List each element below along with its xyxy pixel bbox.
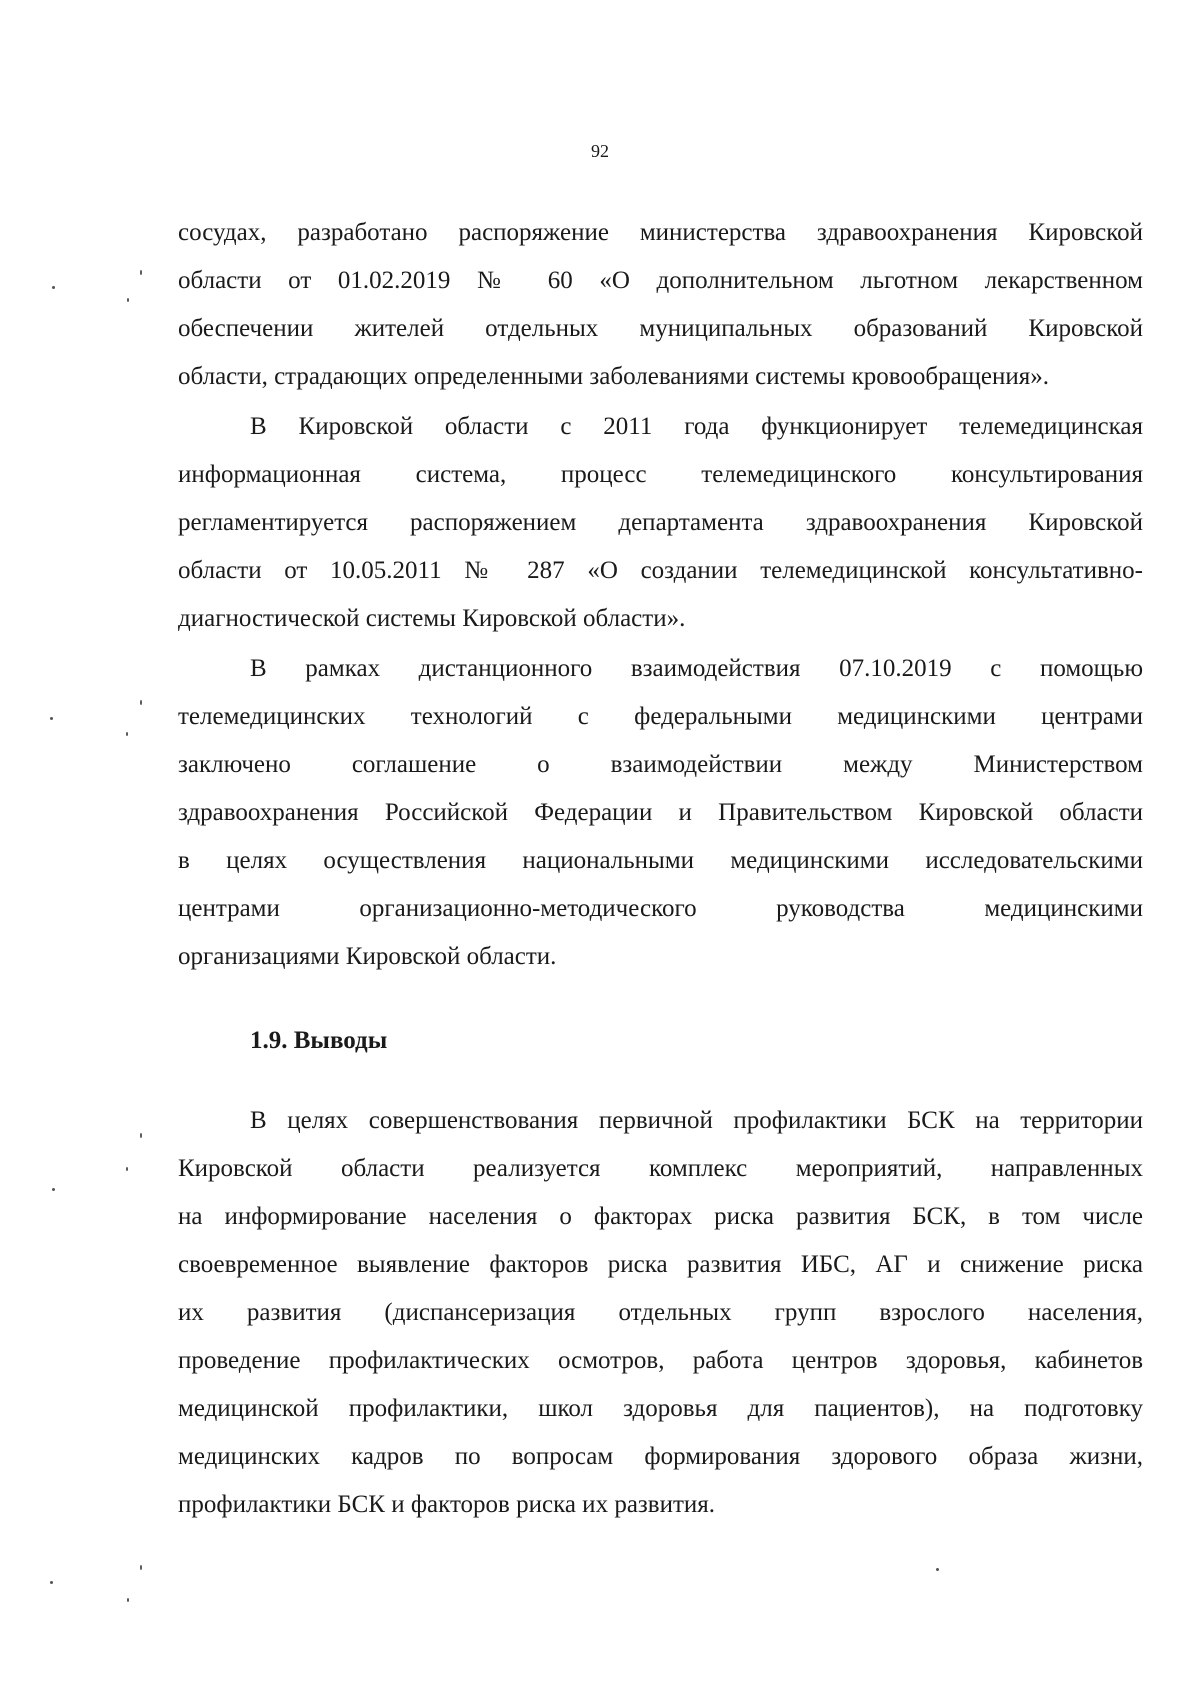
paragraph-line: В рамках дистанционного взаимодействия 07.10.2019 с помощью: [250, 655, 1143, 682]
paragraph-line: обеспечении жителей отдельных муниципальных образований Кировской: [178, 315, 1143, 342]
paragraph-line: области от 01.02.2019 № 60 «О дополнительном льготном лекарственном: [178, 267, 1143, 294]
paragraph-line: на информирование населения о факторах риска развития БСК, в том числе: [178, 1203, 1143, 1230]
scan-speck: [936, 1568, 939, 1571]
scan-speck: [52, 1188, 55, 1191]
paragraph-line: В целях совершенствования первичной профилактики БСК на территории: [250, 1107, 1143, 1134]
paragraph-line: организациями Кировской области.: [178, 943, 557, 970]
paragraph-line: медицинских кадров по вопросам формирования здорового образа жизни,: [178, 1443, 1143, 1470]
paragraph-line: регламентируется распоряжением департамента здравоохранения Кировской: [178, 509, 1143, 536]
paragraph-line: информационная система, процесс телемедицинского консультирования: [178, 461, 1143, 488]
paragraph-line: сосудах, разработано распоряжение министерства здравоохранения Кировской: [178, 219, 1143, 246]
scan-speck: [140, 700, 142, 705]
paragraph-line: их развития (диспансеризация отдельных групп взрослого населения,: [178, 1299, 1143, 1326]
scan-speck: [140, 270, 142, 275]
paragraph-1: [178, 209, 1143, 401]
section-heading: 1.9. Выводы: [250, 1027, 388, 1054]
scan-speck: [127, 1598, 129, 1602]
paragraph-line: медицинской профилактики, школ здоровья для пациентов), на подготовку: [178, 1395, 1143, 1422]
scan-speck: [127, 298, 129, 302]
scan-speck: [50, 1581, 53, 1584]
paragraph-line: заключено соглашение о взаимодействии между Министерством: [178, 751, 1143, 778]
paragraph-line: области от 10.05.2011 № 287 «О создании телемедицинской консультативно-: [178, 557, 1143, 584]
paragraph-line: профилактики БСК и факторов риска их развития.: [178, 1491, 716, 1518]
page-number: 92: [591, 141, 609, 161]
paragraph-line: диагностической системы Кировской области».: [178, 605, 686, 632]
paragraph-line: центрами организационно-методического руководства медицинскими: [178, 895, 1143, 922]
paragraph-line: проведение профилактических осмотров, работа центров здоровья, кабинетов: [178, 1347, 1143, 1374]
paragraph-line: здравоохранения Российской Федерации и Правительством Кировской области: [178, 799, 1143, 826]
scan-speck: [126, 732, 128, 736]
conclusion-paragraph: [178, 1097, 1143, 1529]
scan-speck: [140, 1133, 142, 1138]
paragraph-line: своевременное выявление факторов риска развития ИБС, АГ и снижение риска: [178, 1251, 1143, 1278]
paragraph-line: телемедицинских технологий с федеральными медицинскими центрами: [178, 703, 1143, 730]
paragraph-2: [178, 403, 1143, 643]
paragraph-line: области, страдающих определенными заболеваниями системы кровообращения».: [178, 363, 1050, 390]
paragraph-line: Кировской области реализуется комплекс мероприятий, направленных: [178, 1155, 1143, 1182]
paragraph-3: [178, 645, 1143, 981]
scan-speck: [52, 286, 55, 289]
scan-speck: [50, 717, 53, 720]
scan-speck: [126, 1167, 128, 1171]
paragraph-line: в целях осуществления национальными медицинскими исследовательскими: [178, 847, 1143, 874]
scan-speck: [140, 1565, 142, 1570]
paragraph-line: В Кировской области с 2011 года функционирует телемедицинская: [250, 413, 1143, 440]
